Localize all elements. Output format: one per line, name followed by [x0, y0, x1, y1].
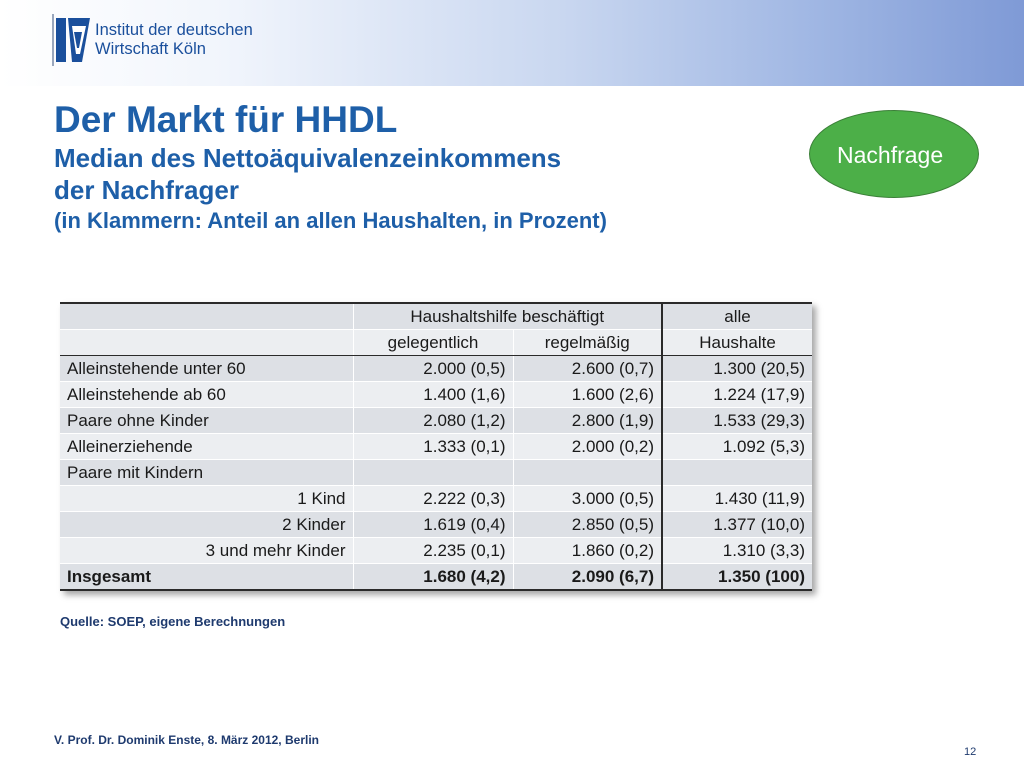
page-subtitle-3: (in Klammern: Anteil an allen Haushalten, in Prozent): [54, 208, 607, 233]
cell-regular: 2.090 (6,7): [513, 564, 662, 591]
cell-all-households: 1.533 (29,3): [662, 408, 812, 434]
slide-title: [54, 98, 607, 236]
row-label: Alleinstehende unter 60: [60, 356, 353, 382]
header-cell: [60, 330, 353, 356]
table-row: [60, 512, 812, 538]
cell-occasional: 1.680 (4,2): [353, 564, 513, 591]
table-header-row-2: [60, 330, 812, 356]
cell-all-households: 1.092 (5,3): [662, 434, 812, 460]
cell-regular: 2.850 (0,5): [513, 512, 662, 538]
table-row: [60, 408, 812, 434]
table-row: [60, 434, 812, 460]
cell-all-households: 1.310 (3,3): [662, 538, 812, 564]
header-cell: [60, 303, 353, 330]
income-table: [60, 302, 812, 591]
cell-regular: 3.000 (0,5): [513, 486, 662, 512]
institute-name-line2: Wirtschaft Köln: [95, 40, 206, 58]
cell-regular: [513, 460, 662, 486]
cell-occasional: 2.222 (0,3): [353, 486, 513, 512]
table-row: [60, 356, 812, 382]
header-col-households: Haushalte: [662, 330, 812, 356]
row-label: Paare ohne Kinder: [60, 408, 353, 434]
cell-all-households: 1.430 (11,9): [662, 486, 812, 512]
table-header-row-1: [60, 303, 812, 330]
row-label: 1 Kind: [60, 486, 353, 512]
cell-all-households: 1.300 (20,5): [662, 356, 812, 382]
header-group-household-help: Haushaltshilfe beschäftigt: [353, 303, 662, 330]
cell-all-households: [662, 460, 812, 486]
iw-logo-icon: [52, 14, 92, 66]
institute-logo: [52, 14, 253, 66]
table-row: [60, 486, 812, 512]
nachfrage-badge-label: Nachfrage: [837, 142, 944, 168]
table-row-total: [60, 564, 812, 591]
header-col-regular: regelmäßig: [513, 330, 662, 356]
row-label: 3 und mehr Kinder: [60, 538, 353, 564]
row-label: 2 Kinder: [60, 512, 353, 538]
cell-all-households: 1.377 (10,0): [662, 512, 812, 538]
cell-occasional: 1.400 (1,6): [353, 382, 513, 408]
page-title: Der Markt für HHDL: [54, 99, 398, 140]
cell-occasional: 2.000 (0,5): [353, 356, 513, 382]
header-group-all: alle: [662, 303, 812, 330]
row-label: Paare mit Kindern: [60, 460, 353, 486]
table-row: [60, 538, 812, 564]
cell-occasional: 2.080 (1,2): [353, 408, 513, 434]
cell-regular: 2.600 (0,7): [513, 356, 662, 382]
institute-name-line1: Institut der deutschen: [95, 21, 253, 39]
table-row: [60, 460, 812, 486]
header-col-occasional: gelegentlich: [353, 330, 513, 356]
cell-regular: 1.600 (2,6): [513, 382, 662, 408]
page-subtitle-2: der Nachfrager: [54, 175, 239, 205]
cell-occasional: 1.619 (0,4): [353, 512, 513, 538]
source-note: Quelle: SOEP, eigene Berechnungen: [60, 614, 286, 629]
row-label: Alleinstehende ab 60: [60, 382, 353, 408]
cell-occasional: [353, 460, 513, 486]
cell-occasional: 1.333 (0,1): [353, 434, 513, 460]
cell-regular: 1.860 (0,2): [513, 538, 662, 564]
cell-regular: 2.800 (1,9): [513, 408, 662, 434]
cell-regular: 2.000 (0,2): [513, 434, 662, 460]
page-number: 12: [964, 746, 977, 758]
cell-occasional: 2.235 (0,1): [353, 538, 513, 564]
row-label: Alleinerziehende: [60, 434, 353, 460]
table-row: [60, 382, 812, 408]
row-label: Insgesamt: [60, 564, 353, 591]
cell-all-households: 1.350 (100): [662, 564, 812, 591]
cell-all-households: 1.224 (17,9): [662, 382, 812, 408]
footer-author-date: V. Prof. Dr. Dominik Enste, 8. März 2012, Berlin: [54, 733, 319, 747]
page-subtitle-1: Median des Nettoäquivalenzeinkommens: [54, 143, 562, 173]
